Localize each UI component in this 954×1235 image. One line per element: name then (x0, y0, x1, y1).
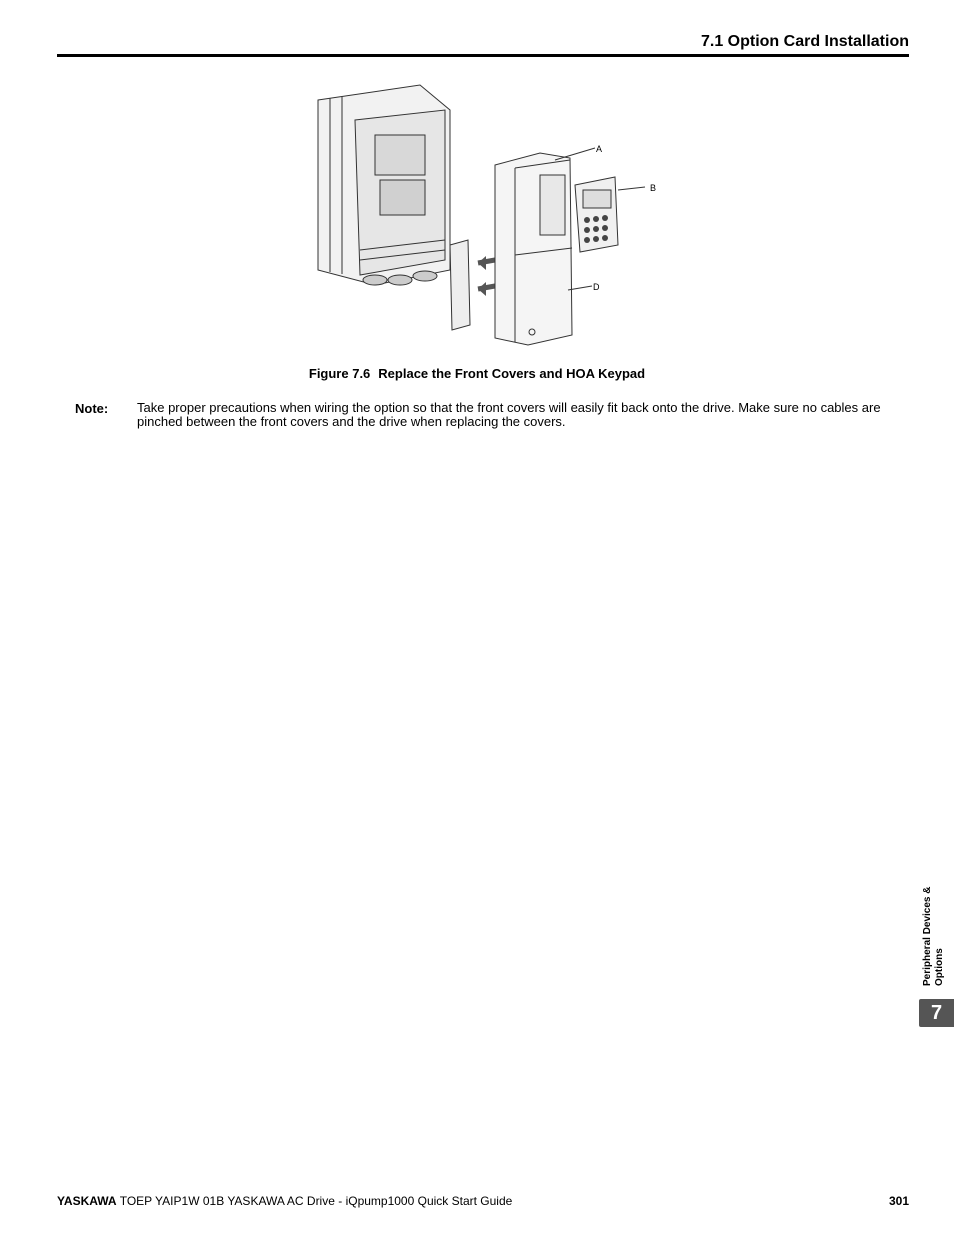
figure-number: Figure 7.6 (308, 366, 371, 381)
figure-drive-covers (300, 80, 670, 350)
note-label: Note: (75, 401, 109, 416)
figure-title: Replace the Front Covers and HOA Keypad (378, 366, 646, 381)
chapter-tab: 7 (919, 999, 954, 1027)
drive-illustration (300, 80, 670, 350)
callout-b: B (650, 183, 657, 193)
note-text: Take proper precautions when wiring the option so that the front covers will easily fit back onto the drive. Make sure no cables are pinched between the front covers and the drive when replacing the covers. (137, 400, 881, 429)
callout-d: D (593, 282, 600, 292)
footer-doc-title: TOEP YAIP1W 01B YASKAWA AC Drive - iQpump1000 Quick Start Guide (119, 1194, 513, 1208)
figure-caption (0, 366, 954, 381)
page-number: 301 (888, 1194, 909, 1208)
footer-brand: YASKAWA (57, 1194, 117, 1208)
callout-a: A (596, 144, 603, 154)
footer-doc-info (57, 1194, 512, 1208)
side-section-text: Peripheral Devices & Options (922, 886, 945, 986)
header-rule (57, 54, 909, 57)
side-section-label (918, 866, 948, 986)
page-header-title: 7.1 Option Card Installation (700, 33, 909, 50)
